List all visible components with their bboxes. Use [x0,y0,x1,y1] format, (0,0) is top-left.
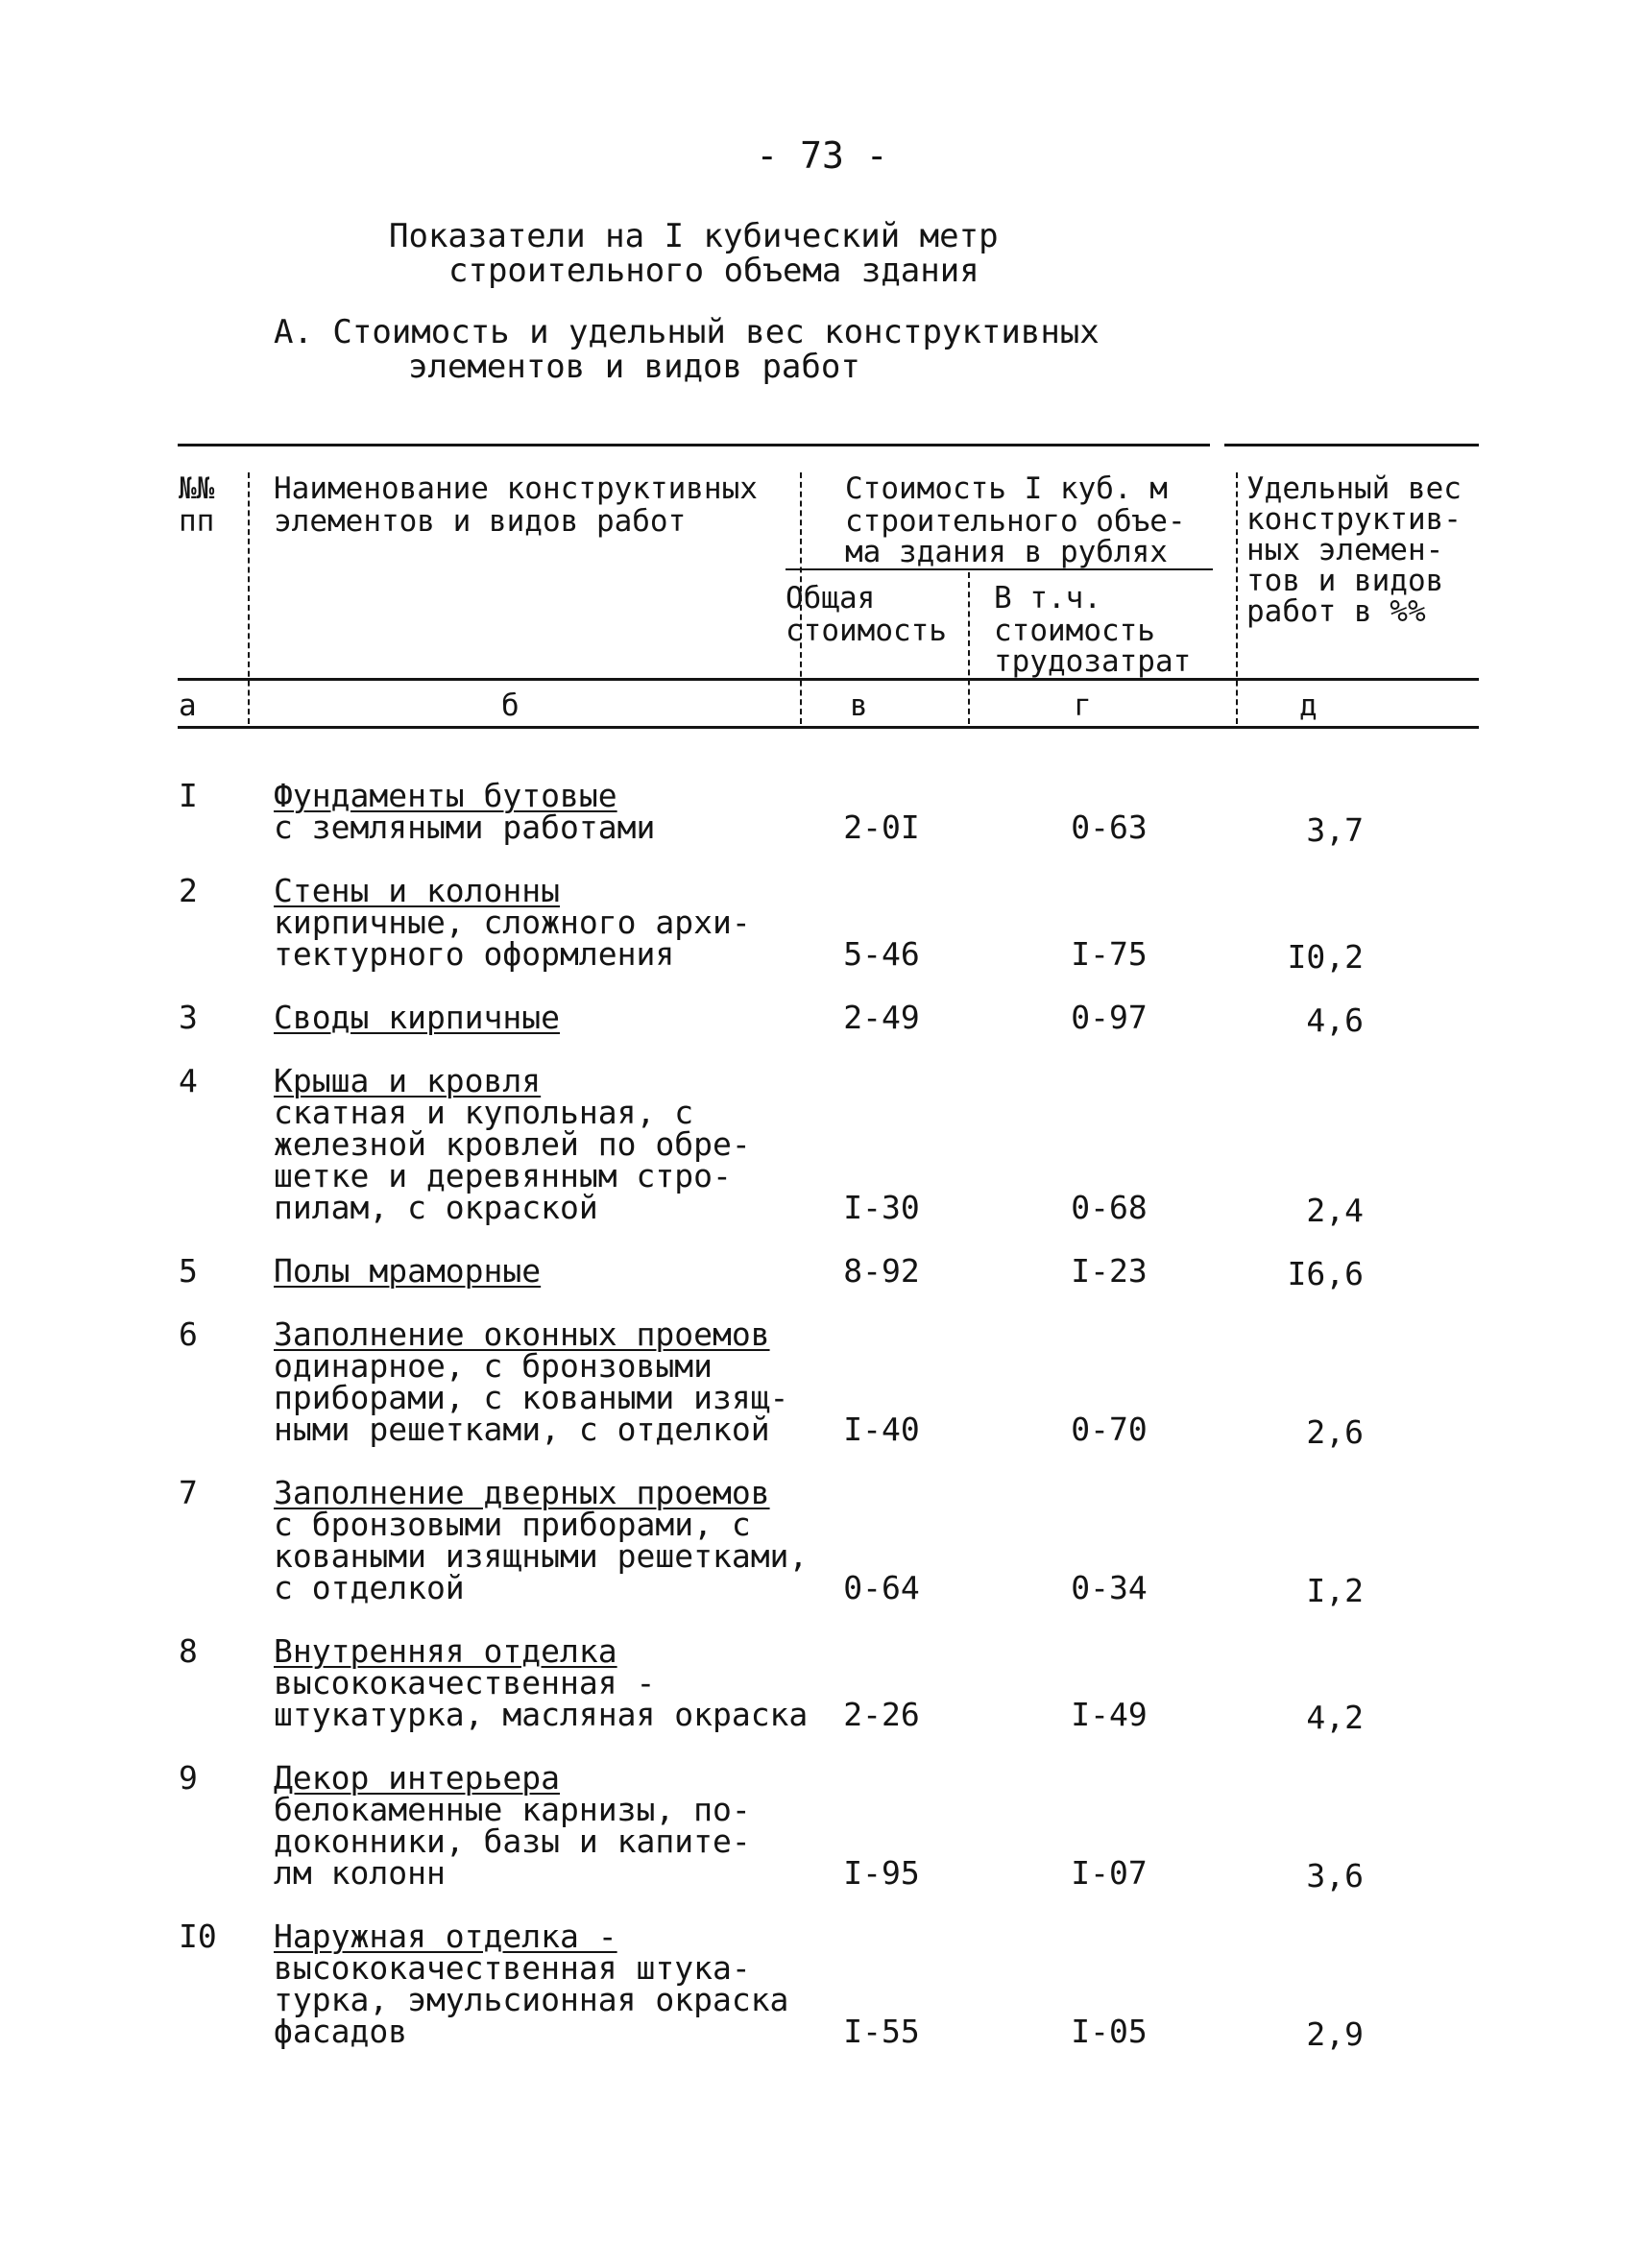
row-description-line: лм колонн [274,1854,446,1892]
header-share-line3: ных элемен- [1246,533,1444,567]
row-description-line: с бронзовыми приборами, с [274,1506,751,1543]
row-description-line: доконники, базы и капите- [274,1822,751,1860]
row-number: 2 [179,872,198,909]
row-description-line: пилам, с окраской [274,1189,598,1226]
row-number: 7 [179,1474,198,1511]
row-share-percent: I,2 [1306,1572,1364,1609]
row-description-line: турка, эмульсионная окраска [274,1981,789,2018]
header-share-line2: конструктив- [1246,502,1462,537]
header-name-line1: Наименование конструктивных [274,471,758,506]
page-title-line1: Показатели на I кубический метр [389,217,999,255]
row-total-cost: I-30 [843,1189,920,1226]
page-number: - 73 - [756,134,888,177]
row-labor-cost: 0-70 [1071,1411,1148,1448]
header-num-line1: №№ [179,471,215,506]
column-letter-g: г [1074,688,1092,723]
row-title: Крыша и кровля [274,1062,542,1099]
row-title: Стены и колонны [274,872,561,909]
table-top-rule-share [1224,444,1479,446]
column-divider-1 [248,472,250,724]
header-labor-line3: трудозатрат [994,644,1192,679]
row-labor-cost: I-05 [1071,2013,1148,2050]
section-title-line1: А. Стоимость и удельный вес конструктивных [274,313,1100,351]
header-cost-line1: Стоимость I куб. м [845,471,1168,506]
header-cost-line3: ма здания в рублях [845,535,1168,569]
row-labor-cost: 0-63 [1071,808,1148,846]
row-description-line: коваными изящными решетками, [274,1537,809,1575]
row-labor-cost: 0-97 [1071,999,1148,1036]
row-share-percent: 2,6 [1306,1413,1364,1451]
row-description-line: фасадов [274,2013,408,2050]
header-total-line1: Общая [786,581,876,615]
row-total-cost: I-40 [843,1411,920,1448]
row-title: Своды кирпичные [274,999,561,1036]
row-total-cost: 5-46 [843,935,920,973]
row-description-line: высококачественная штука- [274,1949,751,1987]
header-labor-line2: стоимость [994,614,1155,648]
row-title: Заполнение дверных проемов [274,1474,770,1511]
row-share-percent: 3,6 [1306,1857,1364,1894]
row-share-percent: I0,2 [1287,938,1364,976]
row-total-cost: 8-92 [843,1252,920,1290]
header-total-line2: стоимость [786,614,947,648]
header-bottom-rule [178,678,1479,681]
row-share-percent: 2,9 [1306,2015,1364,2053]
column-divider-3 [968,572,970,724]
row-share-percent: 2,4 [1306,1192,1364,1229]
page-title-line2: строительного объема здания [448,252,979,290]
table-top-rule-main [178,444,1210,446]
column-letter-d: д [1299,688,1318,723]
row-title: Наружная отделка - [274,1918,617,1955]
row-total-cost: I-95 [843,1854,920,1892]
row-total-cost: 2-26 [843,1696,920,1733]
row-number: 4 [179,1062,198,1099]
row-description-line: ными решетками, с отделкой [274,1411,770,1448]
row-number: 3 [179,999,198,1036]
row-total-cost: 2-49 [843,999,920,1036]
row-labor-cost: I-23 [1071,1252,1148,1290]
row-share-percent: I6,6 [1287,1255,1364,1292]
column-letter-v: в [850,688,868,723]
column-letter-b: б [501,688,520,723]
row-total-cost: 0-64 [843,1569,920,1606]
row-title: Внутренняя отделка [274,1632,617,1670]
row-labor-cost: 0-34 [1071,1569,1148,1606]
header-share-line4: тов и видов [1246,564,1444,598]
row-description-line: шетке и деревянным стро- [274,1157,732,1194]
row-description-line: кирпичные, сложного архи- [274,904,751,941]
column-letter-a: а [179,688,197,723]
row-description-line: железной кровлей по обре- [274,1125,751,1163]
row-labor-cost: 0-68 [1071,1189,1148,1226]
row-number: I [179,777,198,814]
letters-bottom-rule [178,726,1479,729]
row-labor-cost: I-07 [1071,1854,1148,1892]
row-description-line: высококачественная - [274,1664,656,1701]
header-name-line2: элементов и видов работ [274,504,687,539]
row-description-line: приборами, с коваными изящ- [274,1379,789,1416]
row-title: Декор интерьера [274,1759,561,1797]
header-share-line1: Удельный вес [1246,471,1462,506]
row-title: Заполнение оконных проемов [274,1315,770,1353]
row-number: 8 [179,1632,198,1670]
row-description-line: с отделкой [274,1569,465,1606]
row-total-cost: I-55 [843,2013,920,2050]
row-share-percent: 4,6 [1306,1001,1364,1039]
row-number: I0 [179,1918,217,1955]
row-labor-cost: I-49 [1071,1696,1148,1733]
row-description-line: штукатурка, масляная окраска [274,1696,809,1733]
header-num-line2: пп [179,504,215,539]
row-labor-cost: I-75 [1071,935,1148,973]
row-description-line: белокаменные карнизы, по- [274,1791,751,1828]
row-description-line: одинарное, с бронзовыми [274,1347,713,1385]
row-share-percent: 4,2 [1306,1699,1364,1736]
row-number: 9 [179,1759,198,1797]
section-title-line2: элементов и видов работ [408,348,860,386]
header-labor-line1: В т.ч. [994,581,1101,615]
row-number: 5 [179,1252,198,1290]
row-description-line: с земляными работами [274,808,656,846]
row-description-line: тектурного оформления [274,935,675,973]
row-total-cost: 2-0I [843,808,920,846]
row-description-line: скатная и купольная, с [274,1094,694,1131]
row-number: 6 [179,1315,198,1353]
row-title: Полы мраморные [274,1252,542,1290]
row-share-percent: 3,7 [1306,811,1364,849]
header-share-line5: работ в %% [1246,594,1426,629]
column-divider-4 [1236,472,1238,724]
header-cost-line2: строительного объе- [845,504,1186,539]
row-title: Фундаменты бутовые [274,777,617,814]
